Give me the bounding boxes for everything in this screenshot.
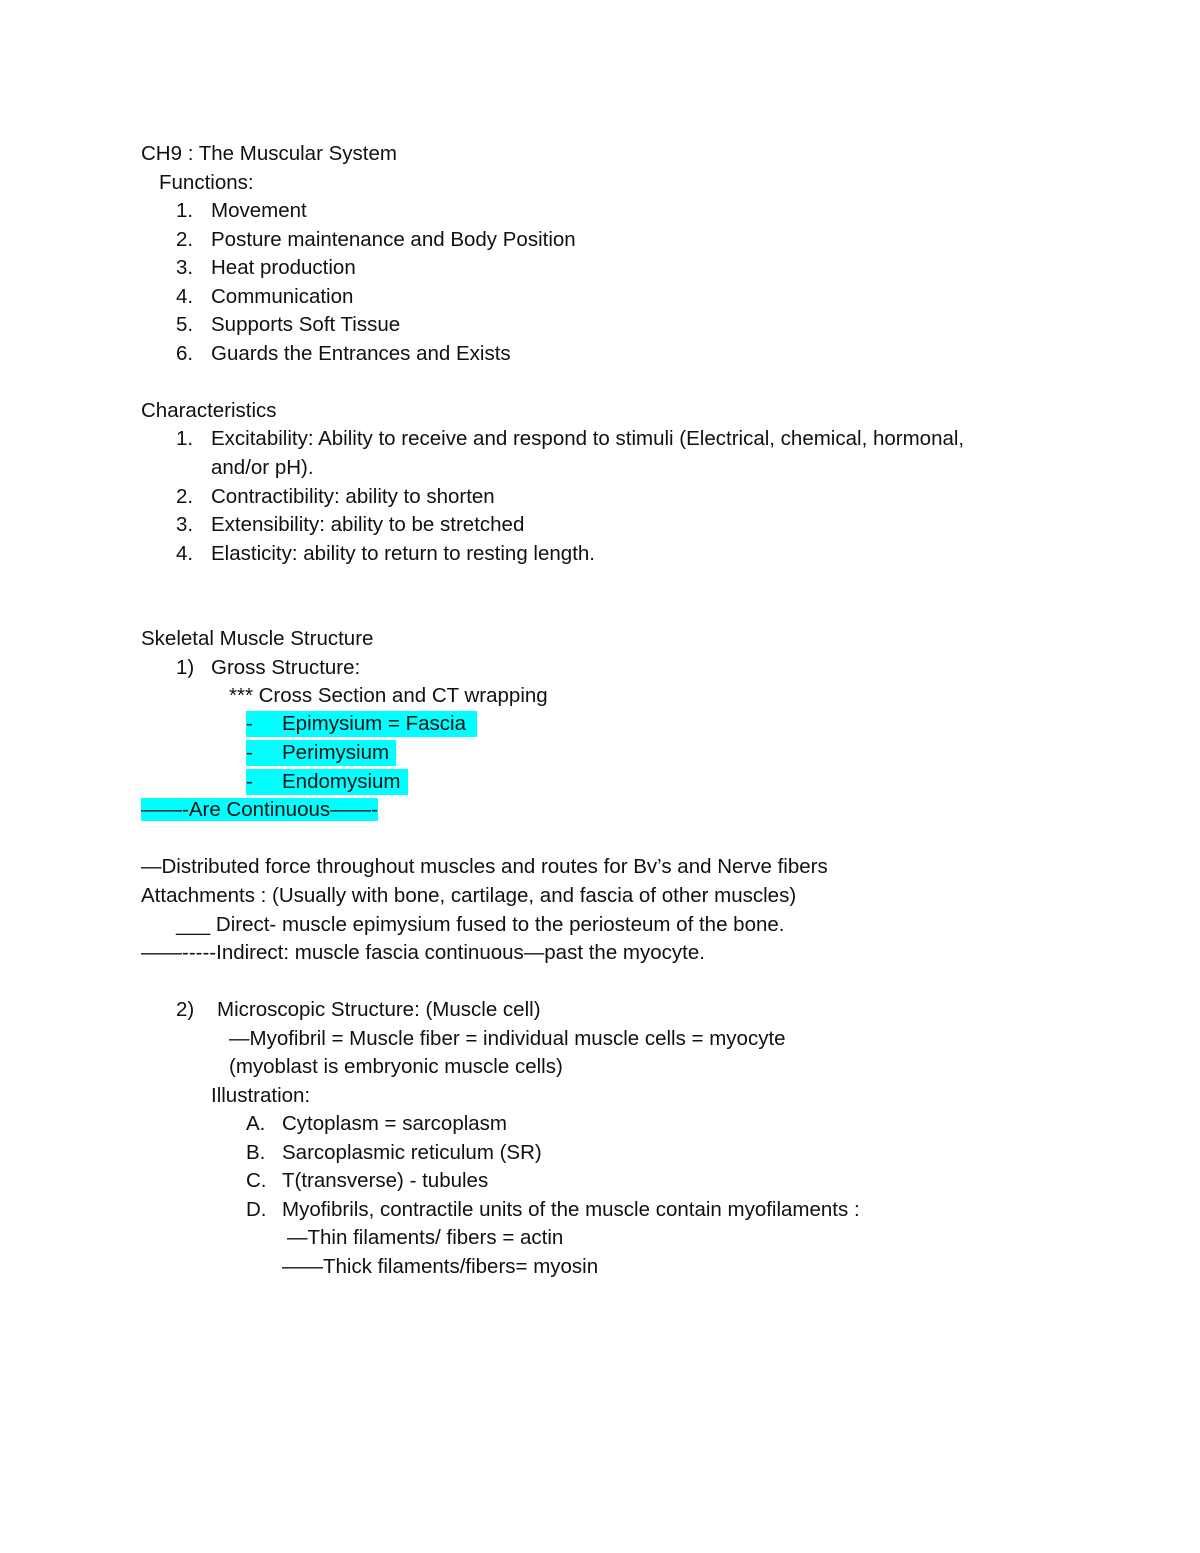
list-number: 1.: [176, 199, 194, 222]
cross-section-note: *** Cross Section and CT wrapping: [229, 684, 548, 707]
thin-filaments-note: —Thin filaments/ fibers = actin: [287, 1226, 564, 1249]
characteristics-heading: Characteristics: [141, 399, 277, 422]
gross-number: 1): [176, 656, 195, 679]
wrapping-item: [246, 711, 477, 737]
list-text: Guards the Entrances and Exists: [211, 342, 511, 365]
micro-number: 2): [176, 998, 195, 1021]
thick-filaments-note: ——Thick filaments/fibers= myosin: [282, 1255, 599, 1278]
list-letter: B.: [246, 1141, 266, 1164]
attachments-note: Attachments : (Usually with bone, cartilage, and fascia of other muscles): [141, 884, 797, 907]
wrapping-dash: -: [246, 770, 253, 793]
list-text: Contractibility: ability to shorten: [211, 485, 495, 508]
illustration-label: Illustration:: [211, 1084, 311, 1107]
gross-label: Gross Structure:: [211, 656, 361, 679]
wrapping-text: Endomysium: [282, 770, 401, 793]
myoblast-note: (myoblast is embryonic muscle cells): [229, 1055, 563, 1078]
page-title: CH9 : The Muscular System: [141, 142, 397, 165]
list-number: 4.: [176, 542, 194, 565]
list-text: Cytoplasm = sarcoplasm: [282, 1112, 508, 1135]
myofibril-note: —Myofibril = Muscle fiber = individual muscle cells = myocyte: [229, 1027, 786, 1050]
distributed-note: —Distributed force throughout muscles and routes for Bv’s and Nerve fibers: [141, 855, 828, 878]
wrapping-text: Epimysium = Fascia: [282, 712, 466, 735]
list-number: 6.: [176, 342, 194, 365]
list-text: Communication: [211, 285, 354, 308]
list-text: Movement: [211, 199, 307, 222]
list-text: Supports Soft Tissue: [211, 313, 401, 336]
list-number: 2.: [176, 228, 194, 251]
micro-label: Microscopic Structure: (Muscle cell): [217, 998, 541, 1021]
list-number: 3.: [176, 256, 194, 279]
wrapping-dash: -: [246, 741, 253, 764]
indirect-attachment: ——-----Indirect: muscle fascia continuous—past the myocyte.: [141, 941, 705, 964]
list-number: 3.: [176, 513, 194, 536]
skeletal-heading: Skeletal Muscle Structure: [141, 627, 374, 650]
list-text-continuation: and/or pH).: [211, 456, 314, 479]
list-text: Heat production: [211, 256, 356, 279]
wrapping-item: [246, 740, 396, 766]
list-letter: D.: [246, 1198, 267, 1221]
list-text: Excitability: Ability to receive and respond to stimuli (Electrical, chemical, hormonal,: [211, 427, 965, 450]
list-number: 2.: [176, 485, 194, 508]
wrapping-item: [246, 769, 408, 795]
list-number: 5.: [176, 313, 194, 336]
list-text: Sarcoplasmic reticulum (SR): [282, 1141, 542, 1164]
continuous-note: [141, 797, 378, 823]
list-text: Posture maintenance and Body Position: [211, 228, 576, 251]
list-number: 1.: [176, 427, 194, 450]
wrapping-text: Perimysium: [282, 741, 390, 764]
list-number: 4.: [176, 285, 194, 308]
functions-heading: Functions:: [159, 171, 254, 194]
list-letter: C.: [246, 1169, 267, 1192]
list-letter: A.: [246, 1112, 266, 1135]
wrapping-dash: -: [246, 712, 253, 735]
list-text: Extensibility: ability to be stretched: [211, 513, 525, 536]
continuous-highlight: ——-Are Continuous——-: [141, 798, 378, 821]
list-text: Myofibrils, contractile units of the muscle contain myofilaments :: [282, 1198, 860, 1221]
list-text: T(transverse) - tubules: [282, 1169, 489, 1192]
direct-attachment: ___ Direct- muscle epimysium fused to the periosteum of the bone.: [176, 913, 785, 936]
list-text: Elasticity: ability to return to resting length.: [211, 542, 595, 565]
